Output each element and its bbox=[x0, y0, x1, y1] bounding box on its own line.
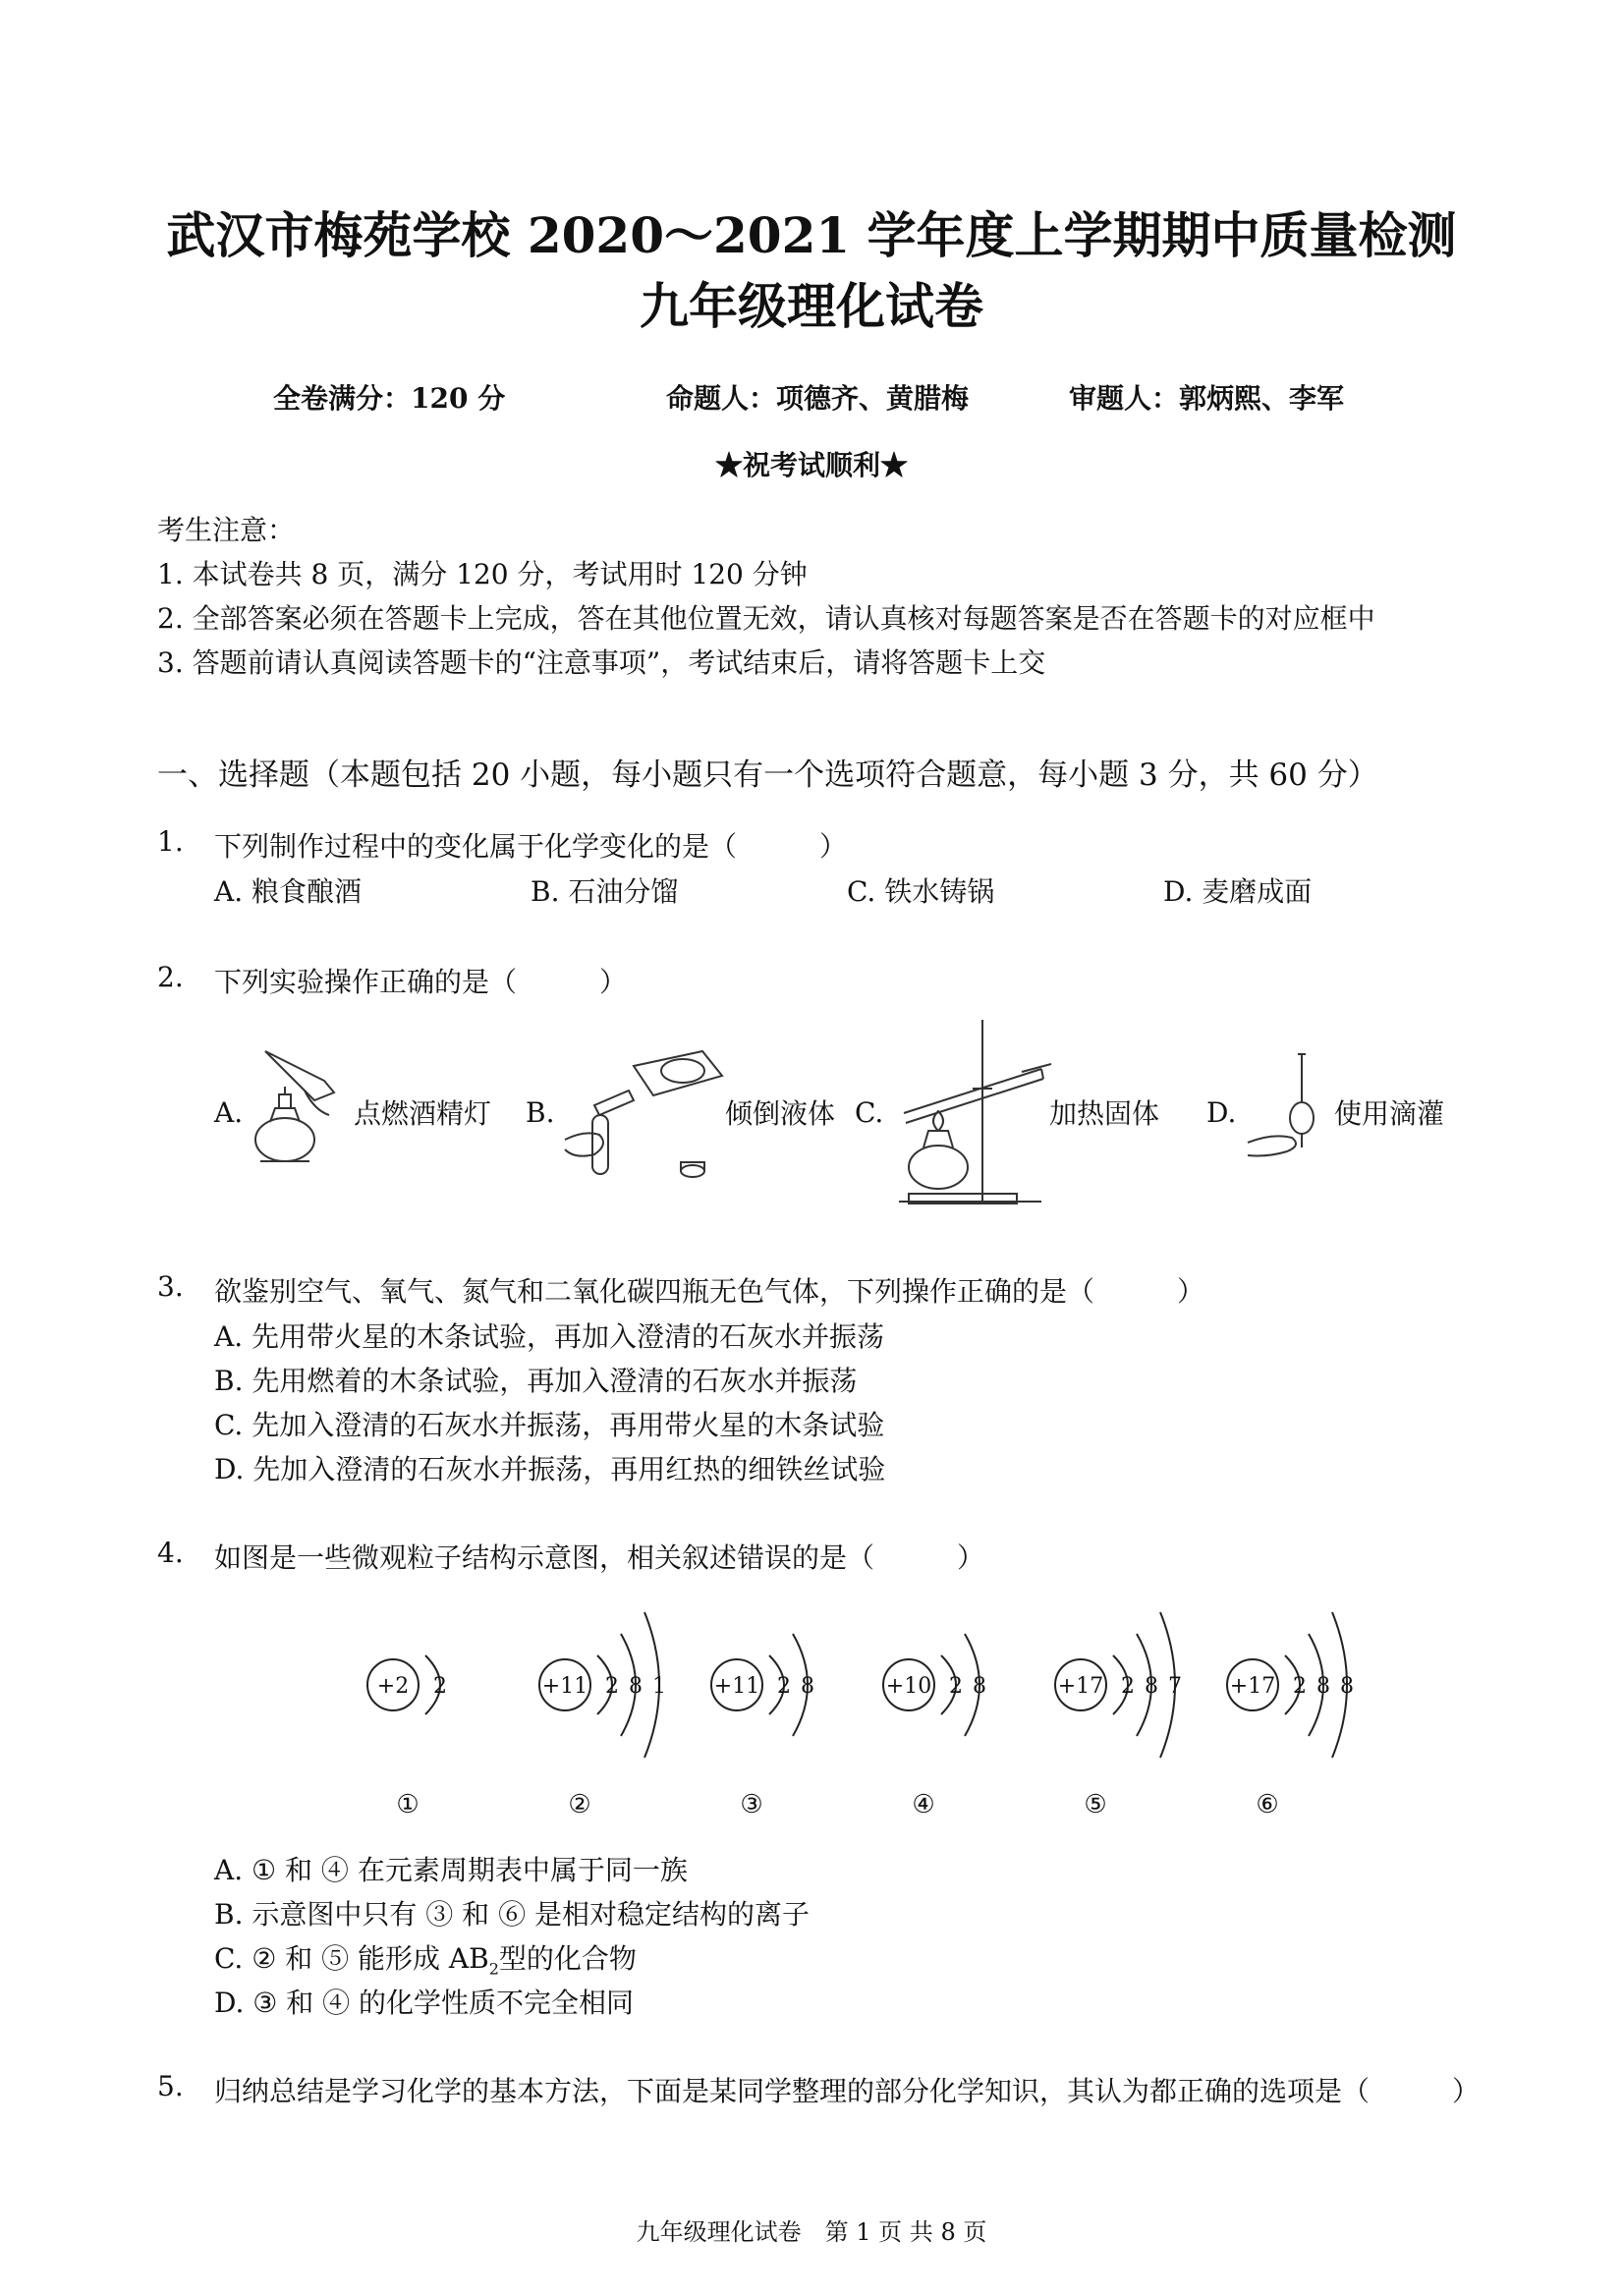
notice-item: 3. 答题前请认真阅读答题卡的“注意事项”，考试结束后，请将答题卡上交 bbox=[157, 646, 1046, 679]
subscript: 2 bbox=[488, 1959, 499, 1979]
option-c-letter: C. bbox=[855, 1096, 884, 1129]
pour-liquid-figure bbox=[555, 1046, 732, 1184]
option-d: D. 麦磨成面 bbox=[1163, 875, 1313, 908]
option-b: B. 先用燃着的木条试验，再加入澄清的石灰水并振荡 bbox=[214, 1365, 858, 1397]
nucleus-charge: +17 bbox=[1057, 1674, 1104, 1699]
notice-heading: 考生注意： bbox=[157, 514, 296, 546]
nucleus-charge: +2 bbox=[376, 1674, 410, 1699]
electron-count: 2 bbox=[605, 1674, 619, 1699]
particle-label: ⑤ bbox=[1084, 1790, 1107, 1820]
exam-title-line1: 武汉市梅苑学校 2020～2021 学年度上学期期中质量检测 bbox=[166, 206, 1457, 264]
particle-diagram bbox=[539, 1612, 666, 1820]
question-number: 3. bbox=[157, 1270, 184, 1303]
particle-diagram bbox=[711, 1634, 814, 1820]
option-d: D. ③ 和 ④ 的化学性质不完全相同 bbox=[214, 1987, 635, 2019]
particle-diagram bbox=[883, 1634, 986, 1820]
option-a: A. 先用带火星的木条试验，再加入澄清的石灰水并振荡 bbox=[214, 1320, 885, 1353]
notice-item: 1. 本试卷共 8 页，满分 120 分，考试用时 120 分钟 bbox=[157, 558, 808, 590]
option-b-letter: B. bbox=[526, 1096, 555, 1129]
nucleus-charge: +11 bbox=[541, 1674, 588, 1699]
particle-label: ① bbox=[396, 1790, 420, 1820]
option-c-label: 加热固体 bbox=[1049, 1097, 1160, 1130]
question-stem: 下列实验操作正确的是（ ） bbox=[214, 966, 628, 998]
exam-title-line2: 九年级理化试卷 bbox=[640, 277, 983, 335]
question-stem: 欲鉴别空气、氧气、氮气和二氧化碳四瓶无色气体，下列操作正确的是（ ） bbox=[214, 1275, 1205, 1308]
wish-line: ★祝考试顺利★ bbox=[714, 449, 908, 481]
option-d-letter: D. bbox=[1206, 1096, 1237, 1129]
nucleus-charge: +10 bbox=[885, 1674, 932, 1699]
electron-count: 8 bbox=[1316, 1674, 1330, 1699]
option-c: C. 先加入澄清的石灰水并振荡，再用带火星的木条试验 bbox=[214, 1409, 885, 1441]
option-c-text-tail: 型的化合物 bbox=[498, 1942, 637, 1975]
question-number: 5. bbox=[157, 2070, 184, 2102]
electron-count: 8 bbox=[801, 1674, 814, 1699]
page-footer: 九年级理化试卷 第 1 页 共 8 页 bbox=[636, 2218, 987, 2246]
nucleus-charge: +11 bbox=[713, 1674, 760, 1699]
electron-count: 7 bbox=[1168, 1674, 1182, 1699]
option-b-label: 倾倒液体 bbox=[725, 1097, 836, 1130]
electron-count: 1 bbox=[652, 1674, 666, 1699]
nucleus-charge: +17 bbox=[1229, 1674, 1276, 1699]
option-c-text: C. ② 和 ⑤ 能形成 AB bbox=[214, 1942, 489, 1975]
question-stem: 下列制作过程中的变化属于化学变化的是（ ） bbox=[214, 830, 848, 863]
option-c: C. 铁水铸锅 bbox=[847, 875, 995, 908]
full-score: 全卷满分：120 分 bbox=[273, 382, 506, 415]
electron-count: 8 bbox=[1340, 1674, 1354, 1699]
alcohol-lamp-lighting-figure bbox=[246, 1041, 354, 1169]
heat-solid-figure bbox=[884, 1015, 1061, 1211]
particle-label: ④ bbox=[912, 1790, 935, 1820]
electron-count: 8 bbox=[973, 1674, 986, 1699]
particle-diagram bbox=[1055, 1612, 1182, 1820]
electron-count: 8 bbox=[629, 1674, 643, 1699]
electron-count: 2 bbox=[1293, 1674, 1307, 1699]
electron-count: 2 bbox=[949, 1674, 963, 1699]
particle-label: ③ bbox=[740, 1790, 763, 1820]
dropper-figure bbox=[1243, 1049, 1331, 1167]
question-number: 1. bbox=[157, 825, 184, 858]
electron-count: 2 bbox=[777, 1674, 791, 1699]
particle-label: ⑥ bbox=[1256, 1790, 1279, 1820]
electron-count: 2 bbox=[1121, 1674, 1135, 1699]
author: 命题人：项德齐、黄腊梅 bbox=[666, 382, 970, 415]
question-number: 4. bbox=[157, 1537, 184, 1569]
section-heading: 一、选择题（本题包括 20 小题，每小题只有一个选项符合题意，每小题 3 分，共 60 分） bbox=[157, 757, 1378, 793]
option-b: B. 石油分馏 bbox=[531, 875, 679, 908]
electron-count: 8 bbox=[1145, 1674, 1158, 1699]
atomic-structure-diagram bbox=[364, 1592, 1354, 1837]
option-d: D. 先加入澄清的石灰水并振荡，再用红热的细铁丝试验 bbox=[214, 1453, 886, 1485]
option-b: B. 示意图中只有 ③ 和 ⑥ 是相对稳定结构的离子 bbox=[214, 1898, 810, 1931]
option-a: A. ① 和 ④ 在元素周期表中属于同一族 bbox=[214, 1854, 688, 1886]
option-c bbox=[214, 1937, 637, 1979]
option-d-label: 使用滴灌 bbox=[1334, 1097, 1445, 1130]
particle-diagram bbox=[1227, 1612, 1354, 1820]
electron-count: 2 bbox=[433, 1674, 447, 1699]
option-a-letter: A. bbox=[214, 1096, 244, 1129]
particle-diagram bbox=[367, 1655, 447, 1820]
question-number: 2. bbox=[157, 961, 184, 993]
particle-label: ② bbox=[568, 1790, 591, 1820]
question-stem: 如图是一些微观粒子结构示意图，相关叙述错误的是（ ） bbox=[214, 1541, 985, 1574]
option-a-label: 点燃酒精灯 bbox=[354, 1097, 492, 1130]
question-stem: 归纳总结是学习化学的基本方法，下面是某同学整理的部分化学知识，其认为都正确的选项是（ ） bbox=[214, 2075, 1481, 2107]
notice-item: 2. 全部答案必须在答题卡上完成，答在其他位置无效，请认真核对每题答案是否在答题卡的对应框中 bbox=[157, 602, 1375, 635]
reviewer: 审题人：郭炳熙、李军 bbox=[1069, 382, 1345, 415]
option-a: A. 粮食酿酒 bbox=[214, 875, 363, 908]
